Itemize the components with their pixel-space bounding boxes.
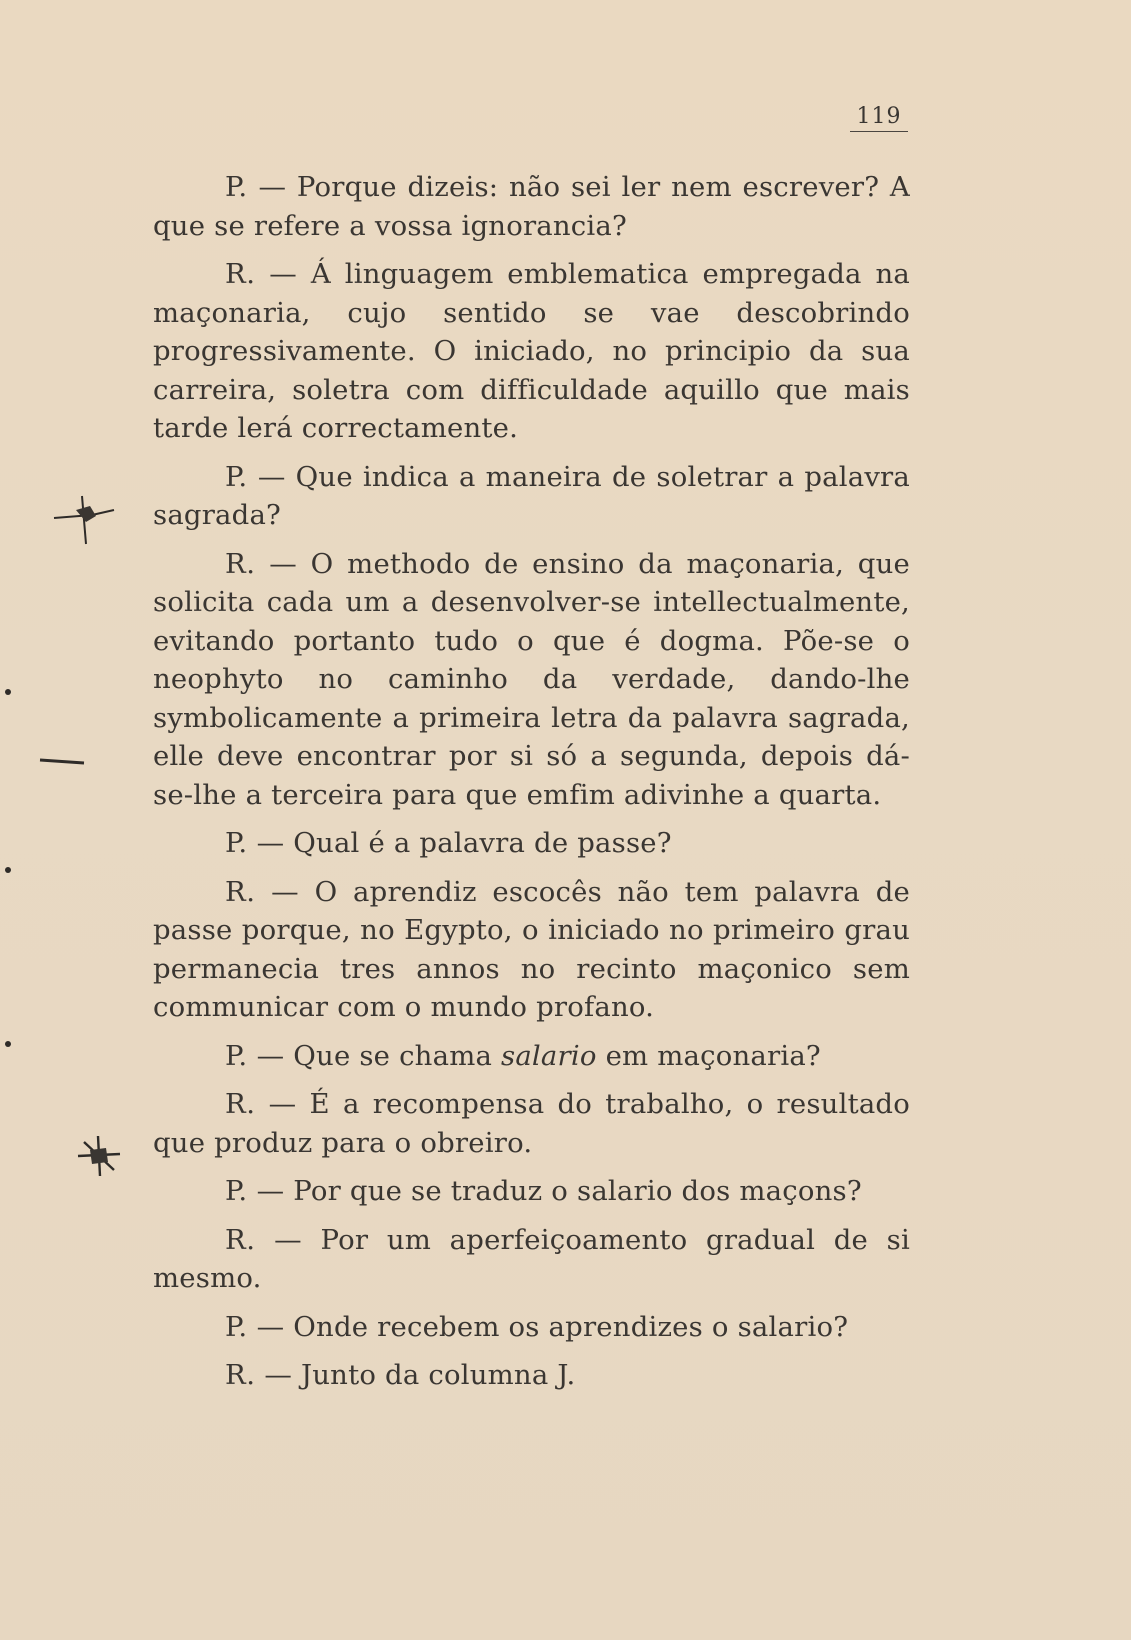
paragraph-text: — Qual é a palavra de passe? (256, 827, 672, 859)
paragraph-text: — Que indica a maneira de soletrar a palavra sagrada? (153, 460, 910, 531)
speaker-label: R. (225, 547, 256, 580)
paragraph-text-end: em maçonaria? (596, 1039, 821, 1072)
paragraph-text: — Por que se traduz o salario dos maçons? (256, 1175, 862, 1207)
paragraph-text: — O aprendiz escocês não tem palavra de passe porque, no Egypto, o iniciado no primeiro grau permanecia tres annos no recinto maçonico sem communicar com o mundo profano. (153, 875, 910, 1023)
speaker-label: P. (225, 460, 248, 493)
speaker-label: R. (225, 1359, 256, 1391)
margin-dot (4, 866, 12, 874)
speaker-label: R. (225, 258, 256, 290)
page-number: 119 (850, 104, 908, 132)
margin-dot (4, 1040, 12, 1048)
paragraph-text: — Por um aperfeiçoamento gradual de si mesmo. (153, 1223, 910, 1294)
paragraph-text: — Á linguagem emblematica empregada na maçonaria, cujo sentido se vae descobrindo progressivamente. O iniciado, no principio da sua carreira, soletra com difficuldade aquillo que mais tarde lerá correctamente. (153, 258, 910, 444)
answer-paragraph (153, 1085, 910, 1162)
speaker-label: P. (225, 1175, 248, 1207)
speaker-label: R. (225, 875, 256, 908)
margin-mark-cross (52, 488, 122, 552)
italic-term: salario (501, 1039, 597, 1072)
margin-mark-star (72, 1130, 126, 1182)
speaker-label: R. (225, 1223, 256, 1256)
paragraph-text-start: — Que se chama (256, 1039, 502, 1072)
question-paragraph (153, 824, 910, 863)
answer-paragraph (153, 1356, 910, 1395)
paragraph-text: — Porque dizeis: não sei ler nem escrever? A que se refere a vossa ignorancia? (153, 171, 910, 242)
speaker-label: R. (225, 1088, 256, 1120)
paragraph-text: — Junto da columna J. (264, 1359, 576, 1391)
answer-paragraph (153, 255, 910, 448)
answer-paragraph (153, 1221, 910, 1298)
margin-dot (4, 688, 12, 696)
question-paragraph (153, 168, 910, 245)
margin-mark-dash (38, 754, 88, 768)
paragraph-text: — É a recompensa do trabalho, o resultado que produz para o obreiro. (153, 1088, 910, 1159)
paragraph-text: — O methodo de ensino da maçonaria, que solicita cada um a desenvolver-se intellectualmente, evitando portanto tudo o que é dogma. Põe-se o neophyto no caminho da verdade, dando-lhe symbolicamente a primeira letra da palavra sagrada, elle deve encontrar por si só a segunda, depois dá-se-lhe a terceira para que emfim adivinhe a quarta. (153, 547, 910, 811)
paragraph-text: — Onde recebem os aprendizes o salario? (256, 1310, 849, 1343)
speaker-label: P. (225, 1039, 248, 1072)
question-paragraph (153, 1037, 910, 1076)
speaker-label: P. (225, 827, 248, 859)
question-paragraph (153, 1308, 910, 1347)
answer-paragraph (153, 545, 910, 815)
dialogue-text (153, 168, 910, 1405)
answer-paragraph (153, 873, 910, 1027)
speaker-label: P. (225, 171, 248, 203)
question-paragraph (153, 1172, 910, 1211)
speaker-label: P. (225, 1310, 248, 1343)
question-paragraph (153, 458, 910, 535)
